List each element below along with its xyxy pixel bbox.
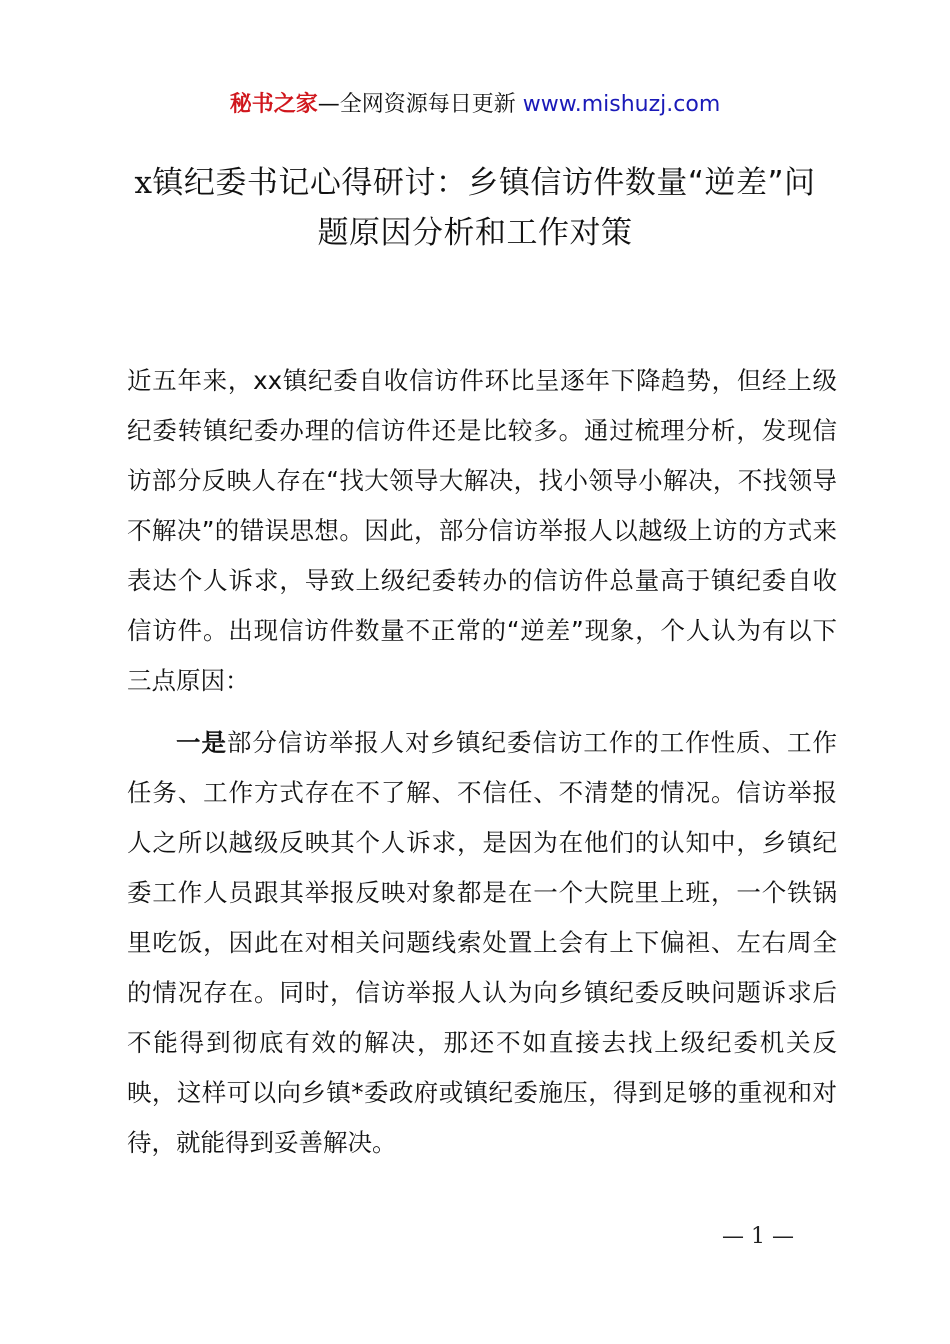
title-text: 镇纪委书记心得研讨：乡镇信访件数量“逆差”问题原因分析和工作对策	[152, 165, 816, 251]
brand-name: 秘书之家	[229, 92, 318, 117]
title-prefix: x	[134, 165, 153, 201]
site-url[interactable]: www.mishuzj.com	[522, 92, 721, 117]
paragraph-body: 部分信访举报人对乡镇纪委信访工作的工作性质、工作任务、工作方式存在不了解、不信任、不清楚的情况。信访举报人之所以越级反映其个人诉求，是因为在他们的认知中，乡镇纪委工作人员跟其举报反映对象都是在一个大院里上班，一个铁锅里吃饭，因此在对相关问题线索处置上会有上下偏袒、左右周全的情况存在。同时，信访举报人认为向乡镇纪委反映问题诉求后不能得到彻底有效的解决，那还不如直接去找上级纪委机关反映，这样可以向乡镇*委政府或镇纪委施压，得到足够的重视和对待，就能得到妥善解决。	[127, 728, 837, 1157]
paragraph-lead: 一是	[176, 728, 227, 757]
body-paragraph-2	[127, 718, 837, 1168]
site-header	[0, 88, 950, 122]
page-number: — 1 —	[722, 1224, 794, 1249]
document-title	[120, 158, 830, 258]
body-paragraph-1: 近五年来，xx镇纪委自收信访件环比呈逐年下降趋势，但经上级纪委转镇纪委办理的信访件还是比较多。通过梳理分析，发现信访部分反映人存在“找大领导大解决，找小领导小解决，不找领导不解决”的错误思想。因此，部分信访举报人以越级上访的方式来表达个人诉求，导致上级纪委转办的信访件总量高于镇纪委自收信访件。出现信访件数量不正常的“逆差”现象，个人认为有以下三点原因：	[127, 366, 837, 695]
header-tagline: —全网资源每日更新	[317, 92, 523, 117]
